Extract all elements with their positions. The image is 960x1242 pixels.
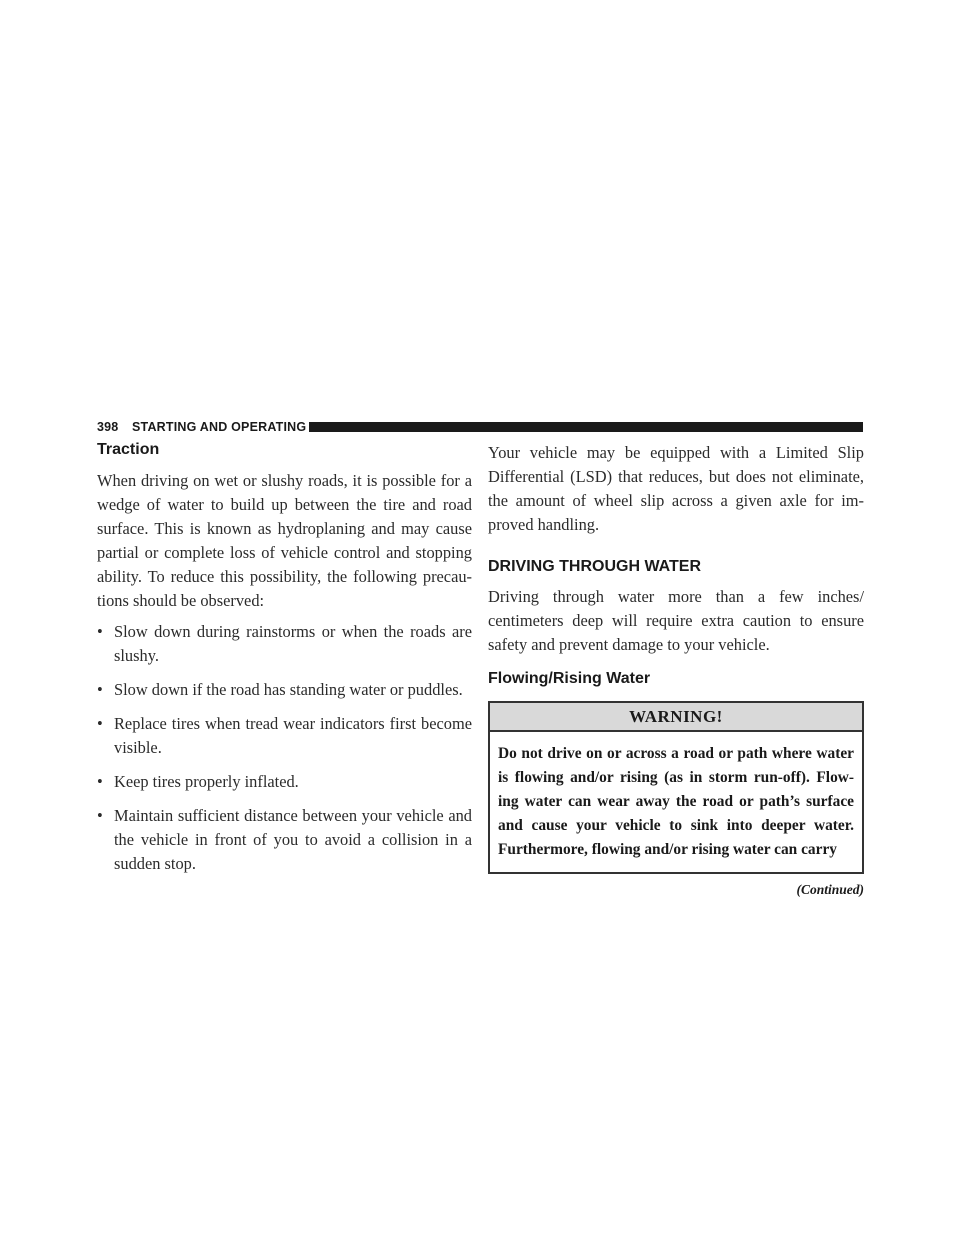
traction-intro: When driving on wet or slushy roads, it is possible for a wedge of water to build up between the tire and road surface. This is known as hydroplaning and may cause partial or complete loss of vehicle control and stopping ability. To reduce this possibility, the following precau- tions should be observed:	[97, 471, 472, 610]
section-heading: DRIVING THROUGH WATER	[488, 558, 702, 575]
list-item-text: Keep tires properly inflated.	[114, 772, 299, 791]
continued-note: (Continued)	[796, 882, 864, 897]
water-paragraph: Driving through water more than a few inches/ centimeters deep will require extra caution to ensure safety and prevent damage to your vehicle.	[488, 587, 864, 654]
bullet-icon: •	[97, 680, 103, 699]
traction-list	[97, 620, 472, 876]
lsd-paragraph: Your vehicle may be equipped with a Limited Slip Differential (LSD) that reduces, but does not eliminate, the amount of wheel slip across a given axle for im- proved handling.	[488, 443, 864, 534]
bullet-icon: •	[97, 622, 103, 641]
traction-heading: Traction	[97, 441, 160, 458]
warning-title: WARNING!	[490, 703, 862, 732]
right-column	[488, 441, 864, 897]
header-rule	[309, 422, 863, 432]
section-title: STARTING AND OPERATING	[132, 420, 307, 434]
list-item	[97, 620, 472, 668]
list-item	[97, 678, 472, 702]
list-item-text: Maintain sufficient distance between your vehicle and the vehicle in front of you to avoid a collision in a sudden stop.	[114, 806, 472, 873]
bullet-icon: •	[97, 772, 103, 791]
list-item	[97, 770, 472, 794]
warning-box	[488, 701, 864, 874]
bullet-icon: •	[97, 714, 103, 733]
flowing-water-heading: Flowing/Rising Water	[488, 670, 651, 687]
page-number: 398	[97, 420, 119, 434]
bullet-icon: •	[97, 806, 103, 825]
list-item	[97, 712, 472, 760]
list-item-text: Slow down if the road has standing water or puddles.	[114, 680, 463, 699]
list-item	[97, 804, 472, 876]
page-header	[97, 418, 863, 436]
left-column	[97, 441, 472, 876]
list-item-text: Replace tires when tread wear indicators first become visible.	[114, 714, 472, 757]
list-item-text: Slow down during rainstorms or when the roads are slushy.	[114, 622, 472, 665]
warning-text: Do not drive on or across a road or path where water is flowing and/or rising (as in storm run-off). Flow- ing water can wear away the road or path’s surface and cause your vehicle to sink into deeper water. Furthermore, flowing and/or rising water can carry	[498, 745, 854, 858]
